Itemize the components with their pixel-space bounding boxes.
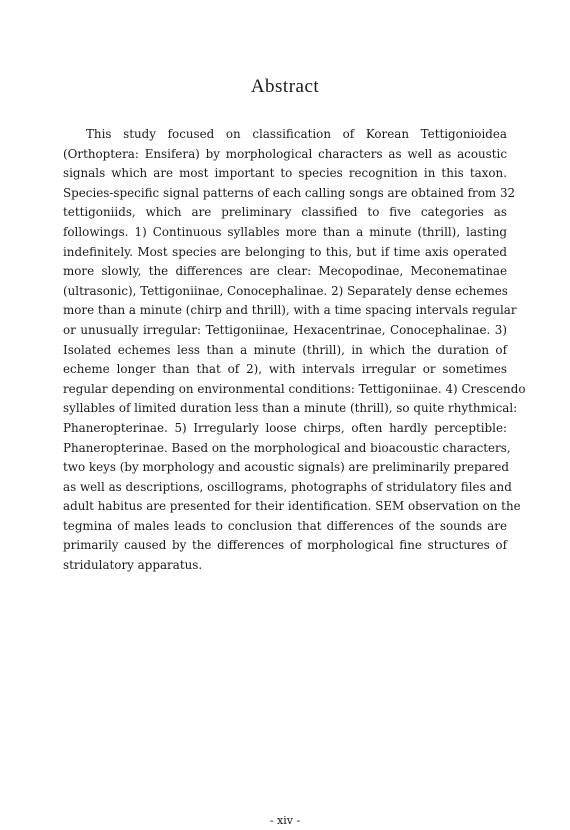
abstract-line: more slowly, the differences are clear: Mecopodinae, Meconematinae bbox=[63, 264, 507, 279]
abstract-line: followings. 1) Continuous syllables more than a minute (thrill), lasting bbox=[63, 224, 507, 239]
abstract-line: This study focused on classification of Korean Tettigonioidea bbox=[86, 127, 507, 141]
abstract-line: syllables of limited duration less than a minute (thrill), so quite rhythmical: bbox=[63, 401, 518, 416]
abstract-line: Phaneropterinae. 5) Irregularly loose chirps, often hardly perceptible: bbox=[63, 420, 507, 435]
abstract-line: indefinitely. Most species are belonging to this, but if time axis operated bbox=[63, 244, 507, 259]
abstract-line: signals which are most important to species recognition in this taxon. bbox=[63, 166, 507, 181]
abstract-line: Isolated echemes less than a minute (thrill), in which the duration of bbox=[63, 342, 507, 357]
abstract-line: tettigoniids, which are preliminary classified to five categories as bbox=[63, 205, 507, 220]
page-number: - xiv - bbox=[269, 814, 301, 827]
abstract-line: (Orthoptera: Ensifera) by morphological characters as well as acoustic bbox=[63, 146, 507, 161]
abstract-line: as well as descriptions, oscillograms, photographs of stridulatory files and bbox=[63, 479, 512, 494]
abstract-line: stridulatory apparatus. bbox=[63, 558, 203, 573]
abstract-line: Phaneropterinae. Based on the morphological and bioacoustic characters, bbox=[63, 440, 511, 455]
abstract-line: echeme longer than that of 2), with intervals irregular or sometimes bbox=[63, 362, 507, 377]
abstract-line: primarily caused by the differences of morphological fine structures of bbox=[63, 538, 507, 553]
abstract-line: (ultrasonic), Tettigoniinae, Conocephalinae. 2) Separately dense echemes bbox=[63, 283, 508, 298]
abstract-line: more than a minute (chirp and thrill), with a time spacing intervals regular bbox=[63, 303, 517, 318]
abstract-line: regular depending on environmental conditions: Tettigoniinae. 4) Crescendo bbox=[63, 381, 526, 396]
abstract-line: Species-specific signal patterns of each calling songs are obtained from 32 bbox=[63, 185, 516, 200]
abstract-line: adult habitus are presented for their identification. SEM observation on the bbox=[63, 499, 521, 514]
abstract-line: tegmina of males leads to conclusion that differences of the sounds are bbox=[63, 518, 507, 533]
abstract-line: two keys (by morphology and acoustic signals) are preliminarily prepared bbox=[63, 460, 510, 475]
page-title: Abstract bbox=[250, 76, 320, 97]
abstract-paragraph bbox=[63, 125, 526, 576]
abstract-line: or unusually irregular: Tettigoniinae, Hexacentrinae, Conocephalinae. 3) bbox=[63, 322, 507, 337]
